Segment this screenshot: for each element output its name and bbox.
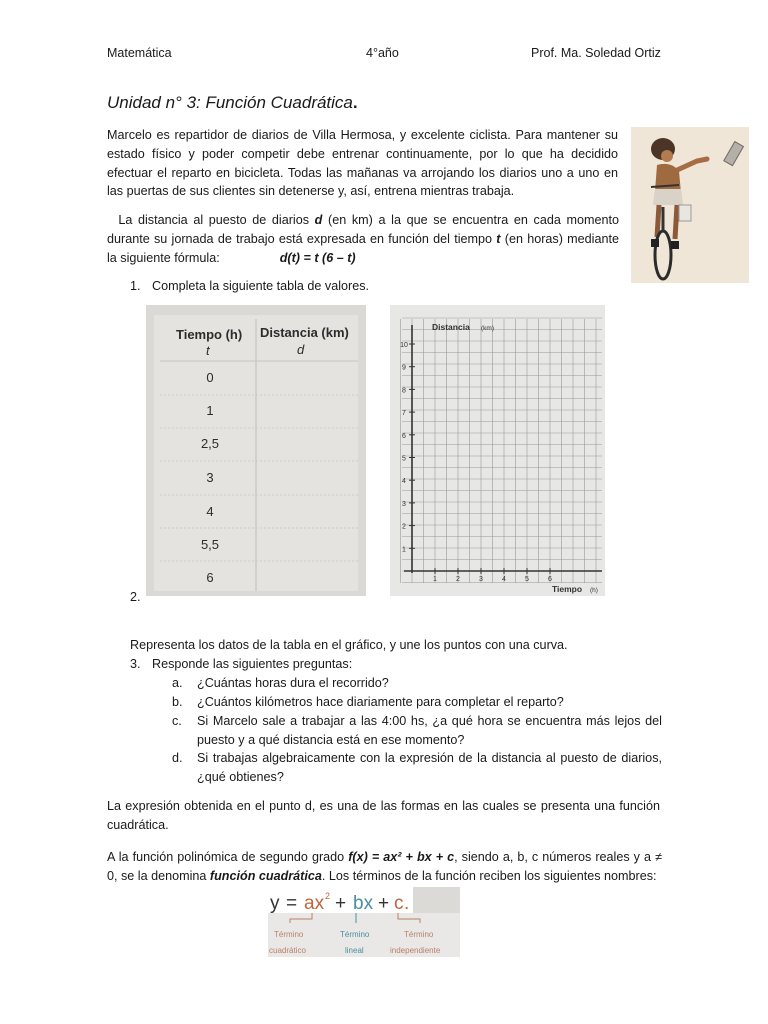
definition-paragraph: A la función polinómica de segundo grado f(x) = ax² + bx + c, siendo a, b, c números reales y a ≠ 0, se la denomina función cuadrática. Los términos de la función reciben los siguientes nombres: (107, 850, 663, 883)
formula-plus-2: + (378, 893, 390, 914)
table-header-time: Tiempo (h) (176, 327, 243, 342)
formula-plus-1: + (335, 893, 347, 914)
formula-bx: bx (353, 893, 374, 914)
question-c: c. Si Marcelo sale a trabajar a las 4:00 hs, ¿a qué hora se encuentra más lejos del puesto y a qué distancia está en ese momento? (172, 714, 662, 747)
term-quadratic-function: función cuadrática (209, 868, 322, 883)
question-d: d. Si trabajas algebraicamente con la expresión de la distancia al puesto de diarios, ¿qué obtienes? (172, 751, 662, 784)
page-title: Unidad n° 3: Función Cuadrática. (107, 93, 358, 112)
label-independent-term-2: independiente (390, 946, 441, 955)
formula-equals: = (286, 893, 298, 914)
formula-square: 2 (325, 891, 331, 901)
table-cell-time: 4 (206, 504, 214, 519)
x-tick-label: 5 (525, 576, 529, 583)
label-independent-term: Término (404, 930, 434, 939)
y-tick-label: 6 (402, 432, 406, 440)
label-linear-term-2: lineal (345, 946, 364, 955)
y-tick-label: 10 (400, 342, 408, 349)
blank-graph-image (390, 305, 605, 596)
item-2-text: Representa los datos de la tabla en el gráfico, y une los puntos con una curva. (130, 638, 568, 652)
table-cell-time: 1 (206, 403, 214, 418)
x-tick-label: 1 (433, 576, 437, 583)
values-table-image (146, 305, 366, 596)
graph-x-unit: (h) (590, 587, 598, 594)
item-3: 3. Responde las siguientes preguntas: (130, 657, 353, 671)
question-a: a. ¿Cuántas horas dura el recorrido? (172, 676, 389, 690)
label-quadratic-term: Término (274, 930, 304, 939)
x-tick-label: 3 (479, 576, 483, 583)
formula-terms-image (268, 887, 460, 957)
label-linear-term: Término (340, 930, 370, 939)
table-cell-time: 5,5 (200, 537, 220, 552)
header-grade: 4°año (366, 46, 399, 60)
table-header-distance: Distancia (km) (260, 325, 349, 340)
graph-y-unit: (km) (481, 325, 494, 332)
table-cell-time: 6 (206, 570, 214, 585)
table-var-t: t (206, 343, 210, 358)
label-quadratic-term-2: cuadrático (269, 946, 306, 955)
y-tick-label: 1 (402, 546, 406, 554)
graph-y-label: Distancia (432, 322, 470, 332)
general-formula: f(x) = ax² + bx + c (348, 850, 455, 864)
y-tick-label: 9 (402, 364, 406, 372)
x-tick-label: 2 (456, 576, 460, 583)
header-teacher: Prof. Ma. Soledad Ortiz (531, 46, 661, 60)
intro-paragraph: Marcelo es repartidor de diarios de Villa Hermosa, y excelente ciclista. Para mantener su estado físico y poder competir debe entrenar continuamente, por lo que ha decidido efectuar el reparto en bicicleta. Todas las mañanas va arrojando los diarios uno a uno en las puertas de sus clientes sin detenerse y, así, entrena mientras trabaja. (107, 128, 618, 199)
item-1: 1. Completa la siguiente tabla de valores. (130, 279, 370, 293)
y-tick-label: 4 (402, 478, 406, 486)
y-tick-label: 5 (402, 455, 406, 463)
table-cell-time: 3 (206, 470, 214, 485)
formula-y: y (270, 893, 280, 914)
y-tick-label: 7 (402, 410, 406, 418)
cyclist-photo (631, 127, 749, 283)
y-tick-label: 8 (402, 387, 406, 395)
y-tick-label: 3 (402, 500, 406, 508)
table-cell-time: 2,5 (200, 436, 220, 451)
x-tick-label: 6 (548, 576, 552, 583)
distance-paragraph: La distancia al puesto de diarios d (en km) a la que se encuentra en cada momento durante su jornada de trabajo está expresada en función del tiempo t (en horas) mediante la siguiente fórmula: d(t) = t (6 – t) (107, 213, 619, 265)
y-tick-label: 2 (402, 523, 406, 531)
question-b: b. ¿Cuántos kilómetros hace diariamente para completar el reparto? (172, 695, 564, 709)
formula-ax: ax (304, 893, 325, 914)
formula-c: c (394, 893, 404, 914)
item-2-number: 2. (130, 590, 141, 604)
distance-formula: d(t) = t (6 – t) (279, 250, 356, 265)
table-cell-time: 0 (206, 370, 214, 385)
table-var-d: d (297, 342, 305, 357)
formula-dot: . (404, 893, 410, 914)
header-subject: Matemática (107, 46, 172, 60)
graph-x-label: Tiempo (552, 584, 583, 594)
closing-paragraph: La expresión obtenida en el punto d, es una de las formas en las cuales se presenta una función cuadrática. (107, 799, 660, 832)
x-tick-label: 4 (502, 576, 506, 583)
